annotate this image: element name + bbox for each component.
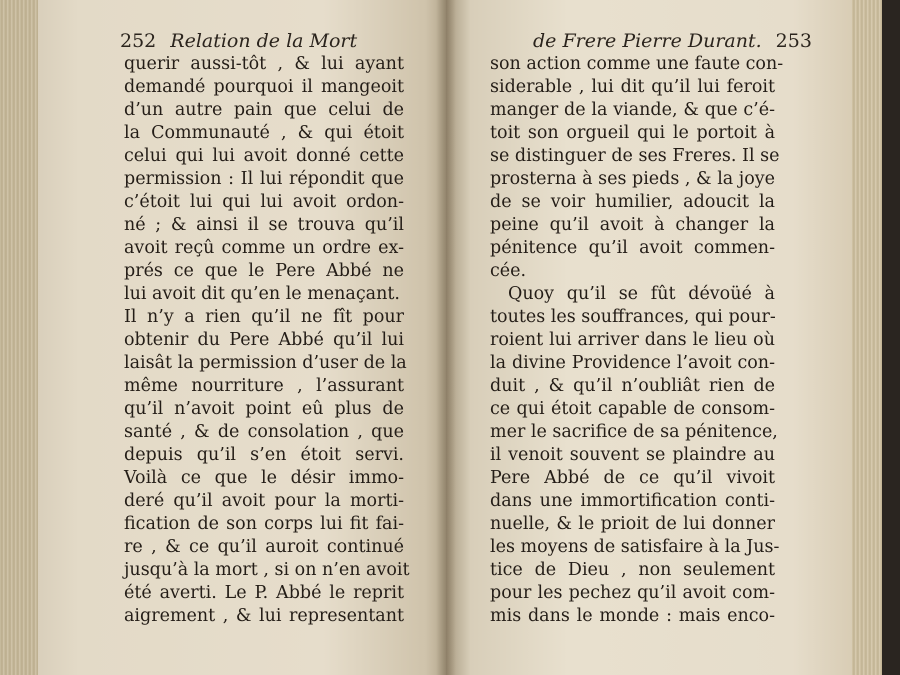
left-page-header [120, 30, 357, 52]
text-line: celui qui lui avoit donné cette [124, 146, 404, 166]
text-line: prés ce que le Pere Abbé ne [124, 261, 404, 281]
right-running-title: de Frere Pierre Durant. [533, 30, 762, 52]
text-line: il venoit souvent se plaindre au [490, 445, 775, 465]
text-line: dans une immortification conti- [490, 491, 775, 511]
book-gutter [436, 0, 456, 675]
text-line: les moyens de satisfaire à la Jus- [490, 537, 780, 557]
text-line: avoit reçû comme un ordre ex- [124, 238, 404, 258]
text-line: roient lui arriver dans le lieu où [490, 330, 775, 350]
text-line: obtenir du Pere Abbé qu’il lui [124, 330, 404, 350]
text-line: Il n’y a rien qu’il ne fît pour [124, 307, 404, 327]
text-line: se distinguer de ses Freres. Il se [490, 146, 780, 166]
text-line: demandé pourquoi il mangeoit [124, 77, 404, 97]
text-line: permission : Il lui répondit que [124, 169, 404, 189]
text-line: toutes les souffrances, qui pour- [490, 307, 776, 327]
text-line: peine qu’il avoit à changer la [490, 215, 775, 235]
text-line: santé , & de consolation , que [124, 422, 404, 442]
text-line: prosterna à ses pieds , & la joye [490, 169, 775, 189]
left-running-title: Relation de la Mort [170, 30, 358, 52]
text-line: même nourriture , l’assurant [124, 376, 404, 396]
text-line: de se voir humilier, adoucit la [490, 192, 775, 212]
text-line: siderable , lui dit qu’il lui feroit [490, 77, 775, 97]
text-line: toit son orgueil qui le portoit à [490, 123, 775, 143]
right-page-text [490, 53, 784, 628]
text-line: jusqu’à la mort , si on n’en avoit [124, 560, 410, 580]
text-line: ce qui étoit capable de consom- [490, 399, 775, 419]
text-line: deré qu’il avoit pour la morti- [124, 491, 404, 511]
text-line: querir aussi-tôt , & lui ayant [124, 54, 404, 74]
left-page-text [124, 53, 410, 628]
text-line: pour les pechez qu’il avoit com- [490, 583, 775, 603]
right-page-header [533, 30, 812, 52]
text-line: la divine Providence l’avoit con- [490, 353, 775, 373]
text-line: mis dans le monde : mais enco- [490, 606, 775, 626]
text-line: depuis qu’il s’en étoit servi. [124, 445, 404, 465]
text-line: été averti. Le P. Abbé le reprit [124, 583, 404, 603]
text-line: son action comme une faute con- [490, 54, 784, 74]
text-line: duit , & qu’il n’oubliât rien de [490, 376, 775, 396]
left-page-number: 252 [120, 30, 157, 52]
text-line: Quoy qu’il se fût dévoüé à [508, 284, 775, 304]
text-line: lui avoit dit qu’en le menaçant. [124, 284, 400, 304]
text-line: la Communauté , & qui étoit [124, 123, 404, 143]
right-page-number: 253 [775, 30, 812, 52]
page-edges-left [0, 0, 40, 675]
text-line: d’un autre pain que celui de [124, 100, 404, 120]
text-line: nuelle, & le prioit de lui donner [490, 514, 775, 534]
text-line: aigrement , & lui representant [124, 606, 404, 626]
text-line: fication de son corps lui fit fai- [124, 514, 404, 534]
page-edges-right [852, 0, 882, 675]
text-line: pénitence qu’il avoit commen- [490, 238, 775, 258]
text-line: Voilà ce que le désir immo- [124, 468, 404, 488]
text-line: c’étoit lui qui lui avoit ordon- [124, 192, 404, 212]
text-line: qu’il n’avoit point eû plus de [124, 399, 404, 419]
text-line: manger de la viande, & que c’é- [490, 100, 775, 120]
text-line: cée. [490, 261, 527, 281]
text-line: tice de Dieu , non seulement [490, 560, 775, 580]
text-line: re , & ce qu’il auroit continué [124, 537, 404, 557]
text-line: Pere Abbé de ce qu’il vivoit [490, 468, 775, 488]
book-cover-right [882, 0, 900, 675]
text-line: mer le sacrifice de sa pénitence, [490, 422, 778, 442]
text-line: né ; & ainsi il se trouva qu’il [124, 215, 404, 235]
text-line: laisât la permission d’user de la [124, 353, 407, 373]
